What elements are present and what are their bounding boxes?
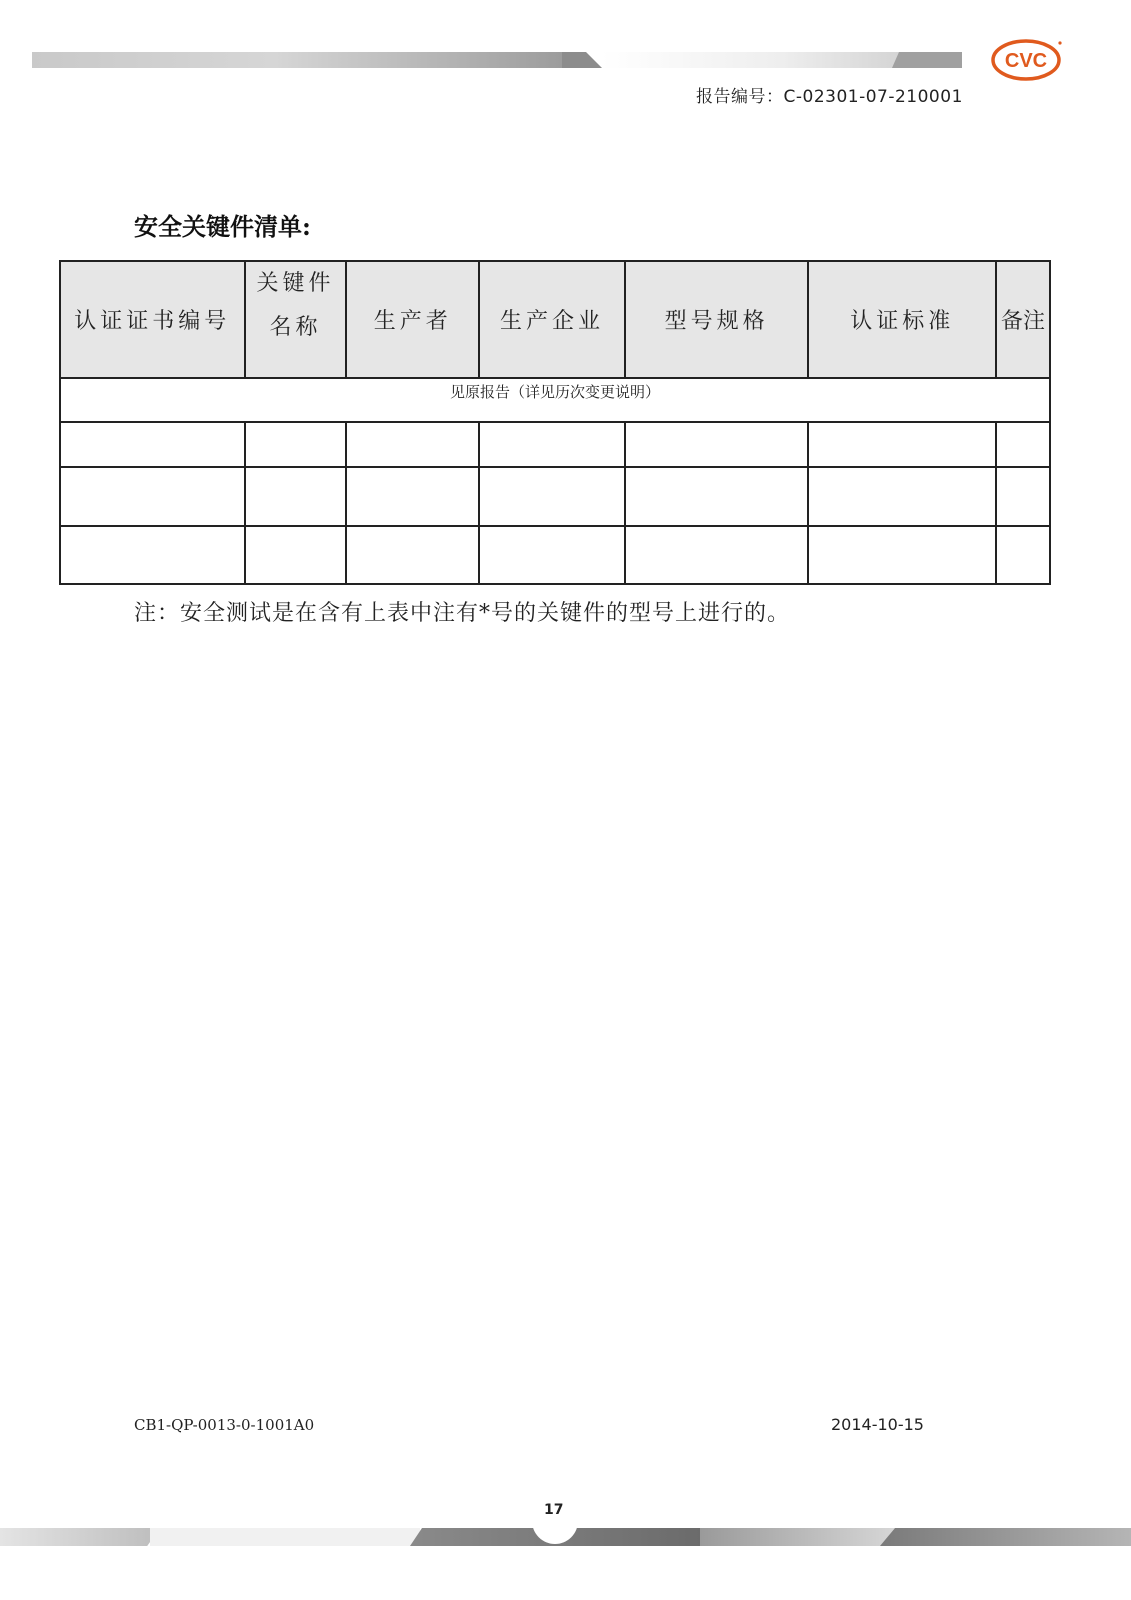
cvc-logo xyxy=(990,38,1064,82)
table-cell xyxy=(625,467,809,526)
page-number: 17 xyxy=(544,1502,564,1518)
table-cell xyxy=(245,422,347,467)
table-cell xyxy=(346,422,479,467)
form-code: CB1-QP-0013-0-1001A0 xyxy=(134,1416,315,1434)
col-model: 型号规格 xyxy=(625,261,809,378)
section-title: 安全关键件清单: xyxy=(134,212,311,241)
table-row xyxy=(60,378,1050,422)
table-cell xyxy=(245,467,347,526)
form-date: 2014-10-15 xyxy=(831,1415,924,1434)
footnote: 注：安全测试是在含有上表中注有*号的关键件的型号上进行的。 xyxy=(134,601,791,626)
table-cell xyxy=(996,422,1050,467)
col-manufacturer: 生产者 xyxy=(346,261,479,378)
svg-text:CVC: CVC xyxy=(1004,50,1048,72)
table-cell xyxy=(60,422,245,467)
table-cell xyxy=(346,526,479,584)
table-cell xyxy=(996,467,1050,526)
table-header-row xyxy=(60,261,1050,378)
table-cell xyxy=(60,467,245,526)
col-standard: 认证标准 xyxy=(808,261,996,378)
table-cell xyxy=(479,467,625,526)
merged-note-cell: 见原报告（详见历次变更说明） xyxy=(60,378,1050,422)
report-number: 报告编号：C-02301-07-210001 xyxy=(696,87,963,107)
col-component-name-line1: 关键件 xyxy=(256,271,335,296)
table-row xyxy=(60,422,1050,467)
col-cert-number: 认证证书编号 xyxy=(60,261,245,378)
table-row xyxy=(60,526,1050,584)
table-cell xyxy=(60,526,245,584)
table-cell xyxy=(245,526,347,584)
table-cell xyxy=(625,422,809,467)
table-cell xyxy=(625,526,809,584)
col-factory: 生产企业 xyxy=(479,261,625,378)
table-row xyxy=(60,467,1050,526)
table-cell xyxy=(808,526,996,584)
table-cell xyxy=(808,467,996,526)
col-component-name xyxy=(245,261,347,378)
table-cell xyxy=(479,526,625,584)
key-components-table xyxy=(59,260,1051,585)
table-cell xyxy=(808,422,996,467)
table-cell xyxy=(479,422,625,467)
table-cell xyxy=(346,467,479,526)
header-band xyxy=(32,52,962,68)
table-cell xyxy=(996,526,1050,584)
col-remark: 备注 xyxy=(996,261,1050,378)
col-component-name-line2: 名称 xyxy=(269,315,322,340)
